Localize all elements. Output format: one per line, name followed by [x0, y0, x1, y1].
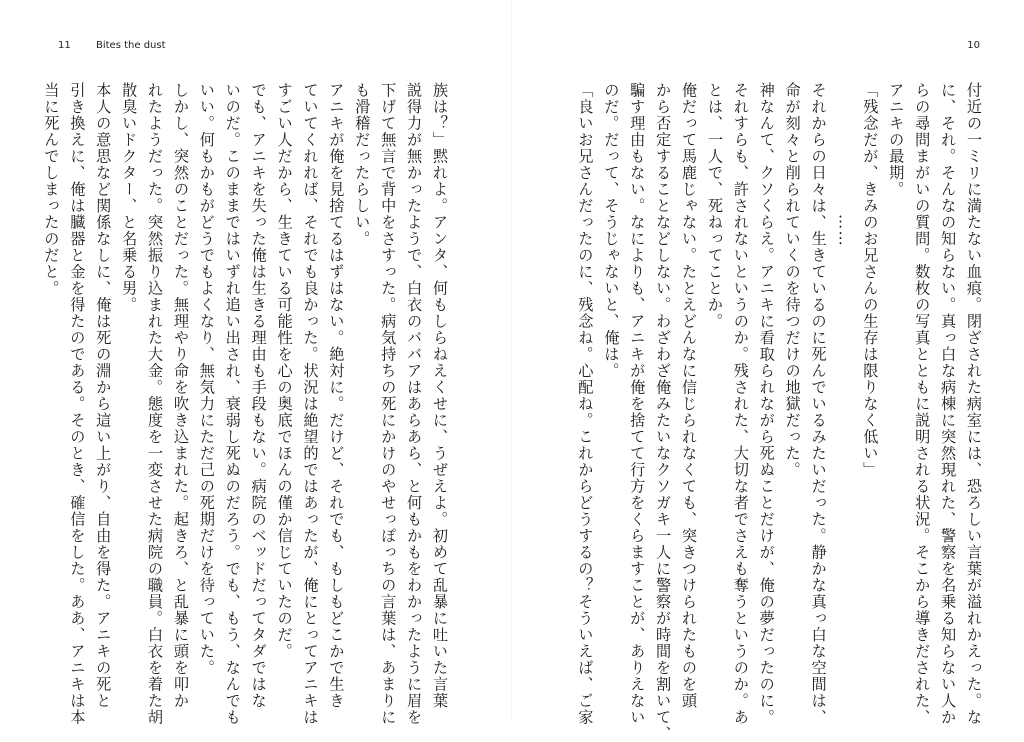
- text-line: それからの日々は、生きているのに死んでいるみたいだった。静かな真っ白な空間は、: [809, 82, 828, 726]
- text-line: 俺だって馬鹿じゃない。たとえどんなに信じられなくても、突きつけられたものを頭: [680, 82, 699, 709]
- left-page: [0, 0, 512, 726]
- text-line: ていてくれれば、それでも良かった。状況は絶望的ではあったが、俺にとってアニキは: [301, 82, 320, 726]
- text-line: 当に死んでしまったのだと。: [42, 82, 61, 297]
- right-page: [512, 0, 1024, 742]
- text-line: 付近の一ミリに満たない血痕。閉ざされた病室には、恐ろしい言葉が溢れかえった。な: [965, 82, 983, 726]
- text-line: のだ。だって、そうじゃないと、俺は。: [602, 82, 621, 379]
- text-line: いい。何もかもがどうでもよくなり、無気力にただ己の死期だけを待っていた。: [197, 82, 216, 676]
- text-line: ……: [835, 82, 854, 247]
- text-line: 下げて無言で背中をさすった。病気持ちの死にかけのやせっぽっちの言葉は、あまりに: [379, 82, 398, 726]
- page-number: 10: [967, 40, 980, 51]
- text-line: 本人の意思など関係なしに、俺は死の淵から這い上がり、自由を得た。アニキの死と: [94, 82, 113, 709]
- text-line: 神なんて、クソくらえ。アニキに看取られながら死ぬことだけが、俺の夢だったのに。: [757, 82, 776, 726]
- text-line: れたようだった。突然振り込まれた大金。態度を一変させた病院の職員。白衣を着た胡: [146, 82, 165, 726]
- body-text: [572, 82, 987, 742]
- text-line: 騙す理由もない。なによりも、アニキが俺を捨てて行方をくらますことが、ありえない: [628, 82, 647, 726]
- text-line: 「残念だが、きみのお兄さんの生存は限りなく低い」: [861, 82, 880, 478]
- text-line: いのだ。このままではいずれ追い出され、衰弱し死ぬのだろう。でも、もう、なんでも: [223, 82, 242, 726]
- page-number: 11: [58, 40, 71, 51]
- text-line: 説得力が無かったようで、白衣のババアはあらあら、と何もかもをわかったように眉を: [405, 82, 424, 726]
- text-line: 散臭いドクター、と名乗る男。: [120, 82, 139, 313]
- text-line: 「良いお兄さんだったのに、残念ね。心配ね。これからどうするの？そういえば、ご家: [576, 82, 595, 726]
- text-line: 命が刻々と削られていくのを待つだけの地獄だった。: [783, 82, 802, 478]
- body-text: [38, 82, 453, 726]
- text-line: も滑稽だったらしい。: [353, 82, 372, 247]
- text-line: らの尋問まがいの質問。数枚の写真とともに説明される状況。そこから導きだされた、: [913, 82, 932, 726]
- text-line: 族は？」黙れよ。アンタ、何もしらねえくせに、うぜえよ。初めて乱暴に吐いた言葉: [431, 82, 449, 709]
- text-line: から否定することなどしない。わざわざ俺みたいなクソガキ一人に警察が時間を割いて、: [654, 82, 673, 742]
- text-line: でも、アニキを失った俺は生きる理由も手段もない。病院のベッドだってタダではな: [249, 82, 268, 709]
- running-title: Bites the dust: [96, 40, 166, 51]
- text-line: に、それ。そんなの知らない。真っ白な病棟に突然現れた、警察を名乗る知らない人か: [939, 82, 958, 726]
- text-line: アニキの最期。: [887, 82, 906, 198]
- text-line: それすらも、許されないというのか。残された、大切な者でさえも奪うというのか。あ: [731, 82, 750, 726]
- text-line: すごい人だから、生きている可能性を心の奥底でほんの僅か信じていたのだ。: [275, 82, 294, 660]
- text-line: 引き換えに、俺は臓器と金を得たのである。そのとき、確信をした。ああ、アニキは本: [68, 82, 87, 726]
- text-line: とは、一人で、死ねってことか。: [705, 82, 724, 330]
- text-line: アニキが俺を見捨てるはずはない。絶対に。だけど、それでも、もしもどこかで生き: [327, 82, 346, 709]
- text-line: しかし、突然のことだった。無理やり命を吹き込まれた。起きろ、と乱暴に頭を叩か: [171, 82, 190, 709]
